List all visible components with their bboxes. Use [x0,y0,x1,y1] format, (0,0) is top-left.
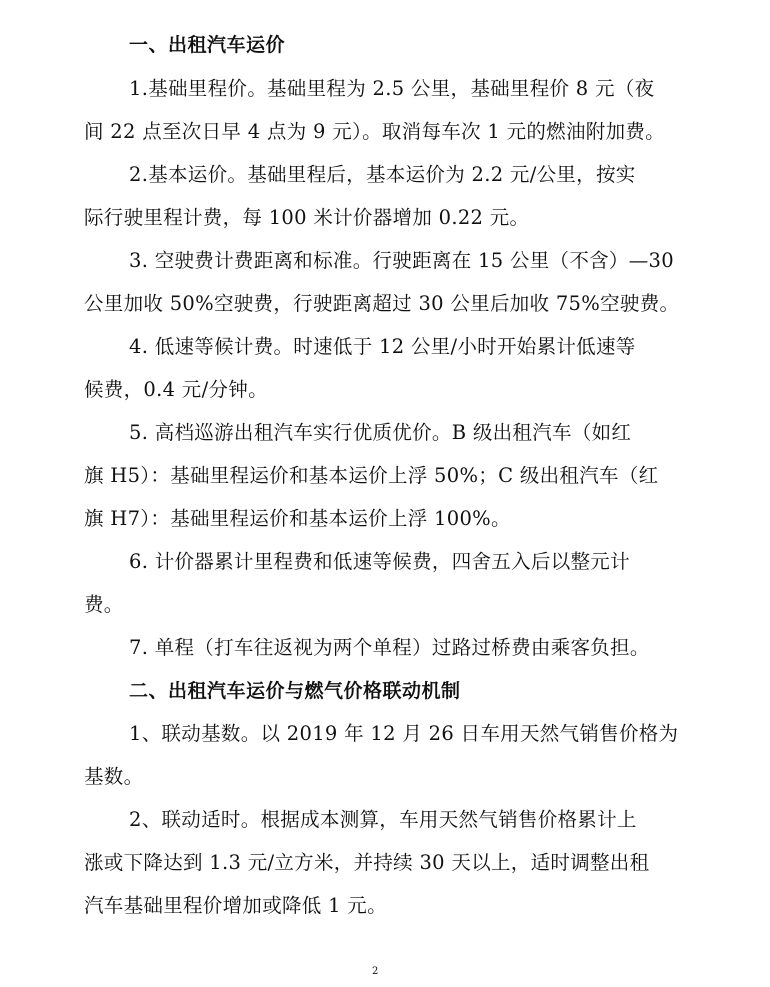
item-5-line-3: 旗 H7）：基础里程运价和基本运价上浮 100%。 [84,507,511,530]
item-7-line-1: 7. 单程（打车往返视为两个单程）过路过桥费由乘客负担。 [129,636,650,659]
s2-item-1-line-2: 基数。 [84,765,144,788]
s2-item-1-line-1: 1、联动基数。以 2019 年 12 月 26 日车用天然气销售价格为 [129,722,679,745]
item-4-line-1: 4. 低速等候计费。时速低于 12 公里/小时开始累计低速等 [129,335,636,358]
s2-item-2-line-3: 汽车基础里程价增加或降低 1 元。 [84,894,387,917]
item-1-line-2: 间 22 点至次日早 4 点为 9 元）。取消每车次 1 元的燃油附加费。 [84,120,665,143]
item-5-line-2: 旗 H5）：基础里程运价和基本运价上浮 50%；C 级出租汽车（红 [84,464,659,487]
item-3-line-1: 3. 空驶费计费距离和标准。行驶距离在 15 公里（不含）—30 [129,249,674,272]
section-2-heading: 二、出租汽车运价与燃气价格联动机制 [129,680,461,702]
item-3-line-2: 公里加收 50%空驶费，行驶距离超过 30 公里后加收 75%空驶费。 [84,292,680,315]
item-2-line-2: 际行驶里程计费，每 100 米计价器增加 0.22 元。 [84,206,530,229]
item-1-line-1: 1.基础里程价。基础里程为 2.5 公里，基础里程价 8 元（夜 [129,77,655,100]
item-6-line-2: 费。 [84,593,124,616]
s2-item-2-line-2: 涨或下降达到 1.3 元/立方米，并持续 30 天以上，适时调整出租 [84,851,650,874]
section-1-heading: 一、出租汽车运价 [129,34,286,56]
item-4-line-2: 候费，0.4 元/分钟。 [84,378,268,401]
item-6-line-1: 6. 计价器累计里程费和低速等候费，四舍五入后以整元计 [129,550,630,573]
item-2-line-1: 2.基本运价。基础里程后，基本运价为 2.2 元/公里，按实 [129,163,636,186]
s2-item-2-line-1: 2、联动适时。根据成本测算，车用天然气销售价格累计上 [129,808,637,831]
item-5-line-1: 5. 高档巡游出租汽车实行优质优价。B 级出租汽车（如红 [129,421,632,444]
page-number: 2 [372,966,379,977]
